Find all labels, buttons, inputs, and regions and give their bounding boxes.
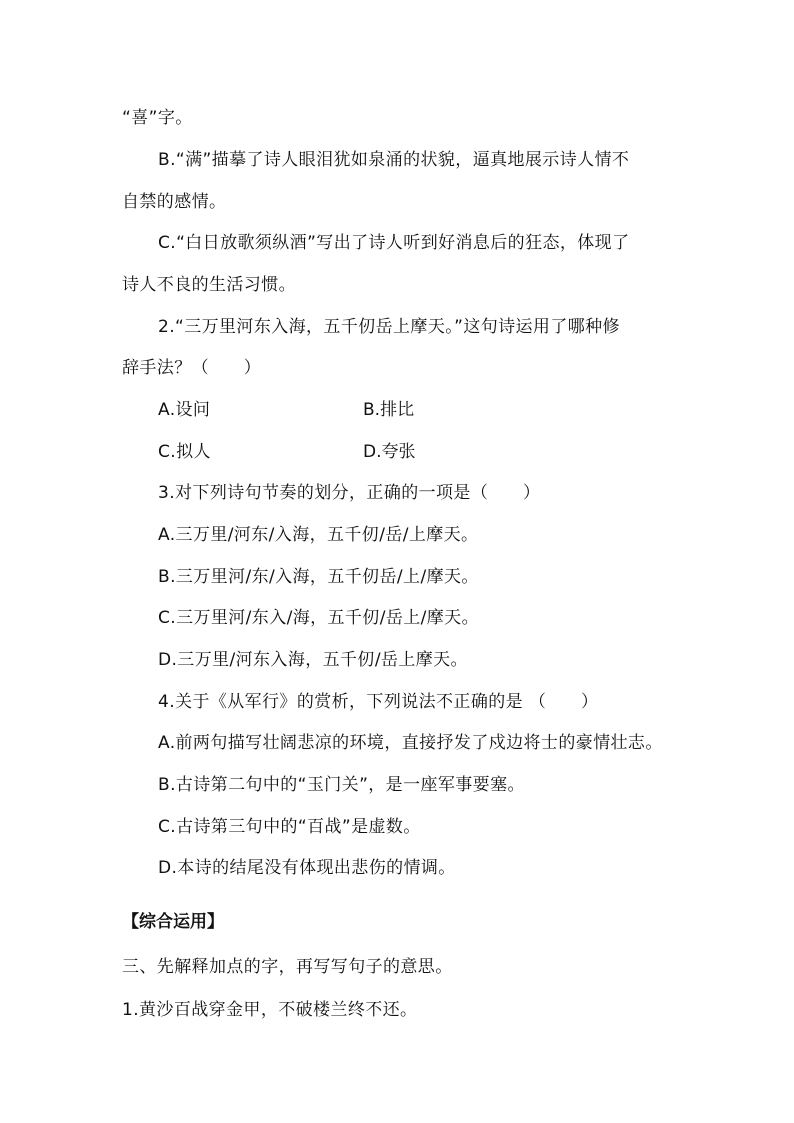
- q2-option-c: C.拟人: [158, 442, 211, 462]
- question-2-stem: 2.“三万里河东入海，五千仞岳上摩天。”这句诗运用了哪种修: [158, 317, 620, 337]
- option-b-text: B.“满”描摹了诗人眼泪犹如泉涌的状貌，逼真地展示诗人情不: [158, 150, 630, 170]
- q4-option-a: A.前两句描写壮阔悲凉的环境，直接抒发了戍边将士的豪情壮志。: [158, 733, 663, 753]
- question-3-stem: 3.对下列诗句节奏的划分，正确的一项是（ ）: [158, 483, 541, 503]
- part-3-item-1: 1.黄沙百战穿金甲，不破楼兰终不还。: [122, 1000, 418, 1020]
- q3-option-c: C.三万里河/东入/海，五千仞/岳上/摩天。: [158, 608, 479, 628]
- section-title: 【综合运用】: [122, 912, 224, 932]
- q4-option-b: B.古诗第二句中的“玉门关”，是一座军事要塞。: [158, 775, 525, 795]
- text-line: 诗人不良的生活习惯。: [122, 275, 296, 295]
- question-2-stem-cont: 辞手法？（ ）: [122, 358, 262, 378]
- q4-option-d: D.本诗的结尾没有体现出悲伤的情调。: [158, 858, 456, 878]
- text-line: “喜”字。: [122, 108, 193, 128]
- q3-option-a: A.三万里/河东/入海，五千仞/岳/上摩天。: [158, 525, 479, 545]
- text-line: 自禁的感情。: [122, 192, 227, 212]
- q3-option-b: B.三万里河/东/入海，五千仞岳/上/摩天。: [158, 567, 479, 587]
- part-3-instruction: 三、先解释加点的字，再写写句子的意思。: [122, 957, 453, 977]
- option-c-text: C.“白日放歌须纵酒”写出了诗人听到好消息后的狂态，体现了: [158, 233, 630, 253]
- question-4-stem: 4.关于《从军行》的赏析，下列说法不正确的是 （ ）: [158, 692, 599, 712]
- q2-option-b: B.排比: [363, 400, 415, 420]
- q2-option-d: D.夸张: [363, 442, 416, 462]
- q2-option-a: A.设问: [158, 400, 211, 420]
- q4-option-c: C.古诗第三句中的“百战”是虚数。: [158, 817, 421, 837]
- q3-option-d: D.三万里/河东入海，五千仞/岳上摩天。: [158, 650, 468, 670]
